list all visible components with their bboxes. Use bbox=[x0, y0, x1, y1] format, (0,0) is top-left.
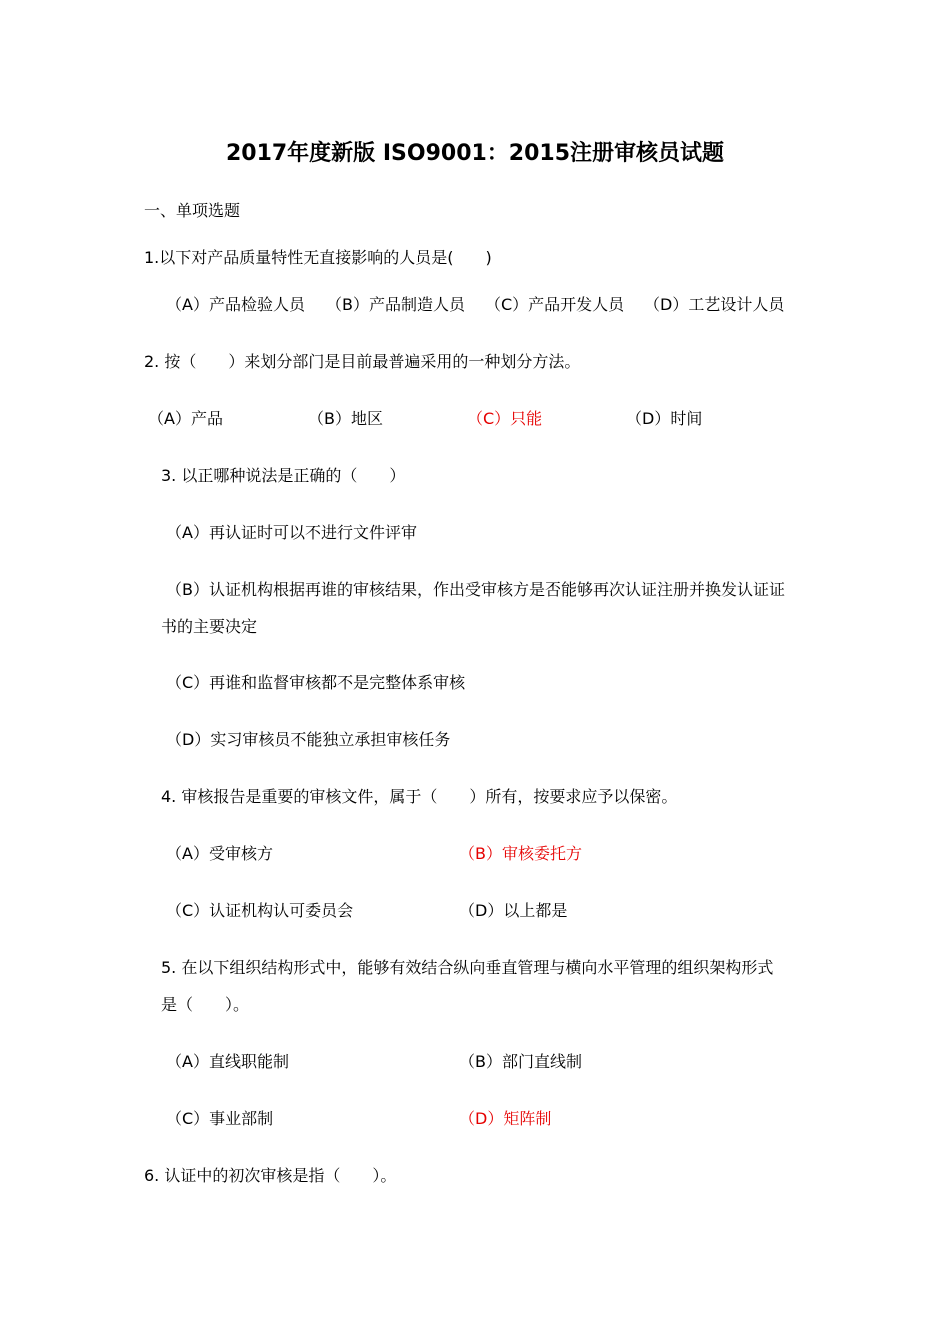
question-5-option-c: （C）事业部制 bbox=[166, 1109, 274, 1128]
question-4-option-b-answer: （B）审核委托方 bbox=[459, 844, 582, 863]
question-2-option-b: （B）地区 bbox=[308, 409, 383, 428]
question-5-option-d-answer: （D）矩阵制 bbox=[459, 1109, 552, 1128]
question-4-option-a: （A）受审核方 bbox=[166, 844, 273, 863]
question-5-stem-continued: 是（ ）。 bbox=[161, 995, 250, 1014]
question-3-stem: 3. 以正哪种说法是正确的（ ） bbox=[161, 466, 406, 485]
question-1-stem: 1.以下对产品质量特性无直接影响的人员是( ) bbox=[144, 248, 492, 267]
question-2-option-a: （A）产品 bbox=[148, 409, 223, 428]
question-1-option-d: （D）工艺设计人员 bbox=[644, 295, 785, 314]
question-5-stem: 5. 在以下组织结构形式中，能够有效结合纵向垂直管理与横向水平管理的组织架构形式 bbox=[161, 958, 774, 977]
question-3-option-b-continued: 书的主要决定 bbox=[161, 617, 258, 636]
question-4-option-d: （D）以上都是 bbox=[459, 901, 568, 920]
question-1-option-b: （B）产品制造人员 bbox=[326, 295, 465, 314]
question-3-option-d: （D）实习审核员不能独立承担审核任务 bbox=[166, 730, 451, 749]
section-heading: 一、单项选题 bbox=[144, 201, 241, 220]
question-1-option-a: （A）产品检验人员 bbox=[166, 295, 305, 314]
question-3-option-c: （C）再谁和监督审核都不是完整体系审核 bbox=[166, 673, 466, 692]
question-4-stem: 4. 审核报告是重要的审核文件，属于（ ）所有，按要求应予以保密。 bbox=[161, 787, 678, 806]
question-4-option-c: （C）认证机构认可委员会 bbox=[166, 901, 354, 920]
question-5-option-b: （B）部门直线制 bbox=[459, 1052, 582, 1071]
question-1-option-c: （C）产品开发人员 bbox=[485, 295, 625, 314]
question-6-stem: 6. 认证中的初次审核是指（ ）。 bbox=[144, 1166, 397, 1185]
question-2-option-d: （D）时间 bbox=[626, 409, 703, 428]
question-2-option-c-answer: （C）只能 bbox=[467, 409, 543, 428]
question-3-option-a: （A）再认证时可以不进行文件评审 bbox=[166, 523, 417, 542]
question-3-option-b: （B）认证机构根据再谁的审核结果，作出受审核方是否能够再次认证注册并换发认证证 bbox=[166, 580, 785, 599]
question-2-stem: 2. 按（ ）来划分部门是目前最普遍采用的一种划分方法。 bbox=[144, 352, 581, 371]
question-5-option-a: （A）直线职能制 bbox=[166, 1052, 289, 1071]
document-title: 2017年度新版 ISO9001：2015注册审核员试题 bbox=[225, 141, 725, 166]
